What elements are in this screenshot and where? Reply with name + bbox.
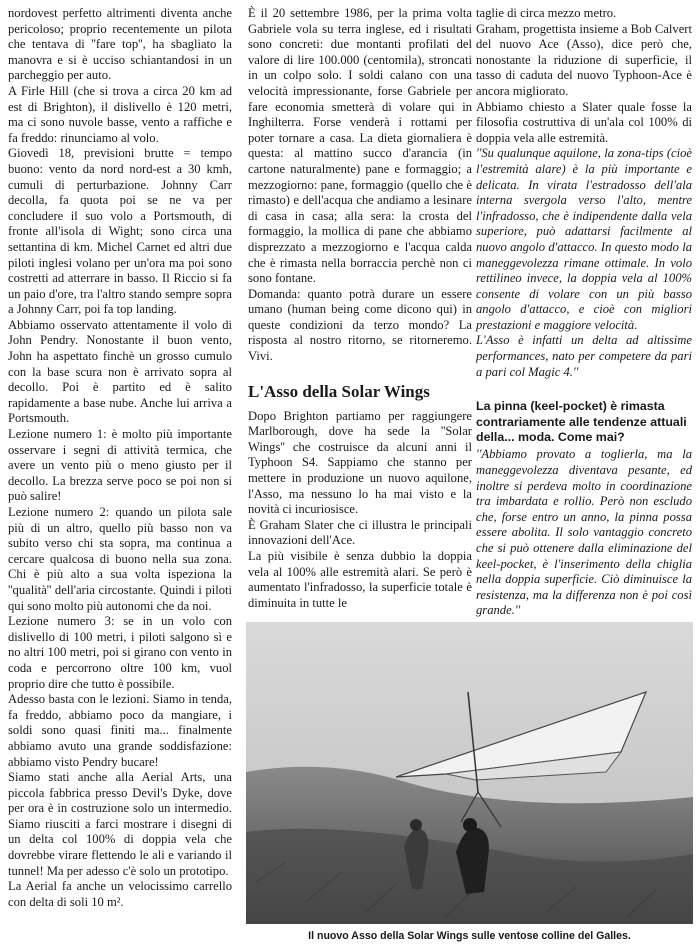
text-column-3 (476, 6, 692, 619)
interview-quote: L'Asso è infatti un delta ad altissime performances, nato per competere da pari a pari col Magic 4.'' (476, 333, 692, 379)
paragraph: La Aerial fa anche un velocissimo carrello con delta di soli 10 m². (8, 879, 232, 909)
interview-question: La pinna (keel-pocket) è rimasta contrariamente alle tendenze attuali della... moda. Come mai? (476, 399, 687, 445)
paragraph: È Graham Slater che ci illustra le principali innovazioni dell'Ace. (248, 517, 472, 548)
paragraph: Dopo Brighton partiamo per raggiungere Marlborough, dove ha sede la ''Solar Wings'' che costruisce da alcuni anni il Typhoon S4. Sappiamo che stanno per mettere in produzione un nuovo aquilone, l'Asso, ma nessuno lo ha mai visto e la novità ci incuriosisce. (248, 408, 472, 517)
paragraph: La più visibile è senza dubbio la doppia vela al 100% alle estremità alari. Se però è aumentato l'infradosso, la superficie totale è diminuita in tutte le (248, 549, 472, 610)
paragraph: Giovedì 18, previsioni brutte = tempo buono: vento da nord nord-est a 30 kmh, cumuli di perturbazione. Johnny Carr decolla, fa quota poi se ne va per concludere il suo volo a Portsmouth, di fronte all'isola di Wight; sono circa una settantina di km. Michel Carnet ed altri due piloti inglesi volano per un'ora ma poi sono costretti ad atterrare in basso. Il Riccio si fa un paio d'ore, tra l'altro stando sempre sopra a Johnny Carr, poi fa top landing. (8, 146, 232, 317)
paragraph: Lezione numero 2: quando un pilota sale più di un altro, quello più basso non va subito verso chi sta sopra, ma continua a cercare qualcosa di buono nella sua zona. Chi è più alto a sua volta ispeziona la ''qualità'' dell'aria circostante. Quindi i piloti qui sono molto più autonomi che da noi. (8, 505, 232, 613)
photo-caption: Il nuovo Asso della Solar Wings sulle ventose colline del Galles. (308, 930, 631, 942)
paragraph: taglie di circa mezzo metro. (476, 6, 617, 20)
text-column-2 (248, 6, 472, 611)
section-title: L'Asso della Solar Wings (248, 381, 430, 401)
paragraph: nordovest perfetto altrimenti diventa anche pericoloso; proprio recentemente un pilota che tentava di ''fare top'', ha sbagliato la manovra e si è ucciso schiantandosi in un parcheggio per auto. (8, 6, 232, 83)
text-column-1 (8, 6, 232, 910)
paragraph: Abbiamo osservato attentamente il volo di John Pendry. Nonostante il buon vento, John ha aspettato finchè un grosso cumulo con la base scura non è arrivato sopra al decollo. Poi è partito ed è salito rapidamente a base nube. Anche lui arriva a Portsmouth. (8, 317, 232, 426)
paragraph: Lezione numero 1: è molto più importante osservare i segni di attività termica, che avere un vento più o meno giusto per il decollo. La brezza serve poco se poi non si può salire! (8, 427, 232, 504)
paragraph: Adesso basta con le lezioni. Siamo in tenda, fa freddo, abbiamo poco da mangiare, i soldi sono quasi finiti ma... finalmente abbiamo avuto una grande soddisfazione: abbiamo visto Pendry bucare! (8, 692, 232, 769)
interview-answer: ''Abbiamo provato a toglierla, ma la maneggevolezza diventava pesante, ed inoltre si perdeva molto in coordinazione tra imbardata e rollio. Però non escludo che, forse entro un anno, la pinna possa essere abolita. Il solo vantaggio concreto che si può ottenere dalla eliminazione del keel-pocket, è l'inserimento della chiglia nella doppia superficie. Ciò diminuisce la resistenza, ma la differenza non è poi così grande.'' (476, 447, 692, 618)
paragraph: Lezione numero 3: se in un volo con dislivello di 100 metri, i piloti salgono sì e no altri 100 metri, poi si girano con vento in coda e percorrono oltre 100 km, vuol proprio dire che tutto è possibile. (8, 614, 232, 691)
paragraph: Domanda: quanto potrà durare un essere umano (human being come dicono qui) in queste condizioni da terzo mondo? La risposta al nostro ritorno, se ritorneremo. Vivi. (248, 286, 472, 364)
interview-quote: ''Su qualunque aquilone, la zona-tips (cioè l'estremità alare) è la più importante e delicata. In virata l'estradosso dell'ala interna svergola verso l'alto, mentre l'infradosso, che è indipendente dalla vela superiore, può adattarsi facilmente al nuovo angolo d'attacco. In questo modo la maneggevolezza rimane ottimale. In volo rettilineo invece, la doppia vela al 100% consente di volare con un più basso angolo d'attacco, e cioè con migliori prestazioni e maggiore velocità. (476, 146, 692, 332)
paragraph: Graham, progettista insieme a Bob Calvert del nuovo Ace (Asso), dice però che, nonostante la riduzione di superficie, il tasso di caduta del nuovo Typhoon-Ace è ancora migliorato. (476, 21, 692, 98)
paragraph: A Firle Hill (che si trova a circa 20 km ad est di Brighton), il dislivello è 120 metri, ma ci sono nuvole basse, vento a raffiche e fa freddo: rinunciamo al volo. (8, 83, 232, 145)
paragraph: Abbiamo chiesto a Slater quale fosse la filosofia costruttiva di un'ala col 100% di doppia vela alle estremità. (476, 99, 692, 145)
hang-glider-photo (246, 622, 693, 924)
paragraph: È il 20 settembre 1986, per la prima volta Gabriele vola su terra inglese, ed i risultati sono concreti: due montanti profilati del valore di lire 100.000 (centomila), stroncati in un colpo solo. I soldi calano con una velocità impressionante, forse Gabriele per fare economia smetterà di volare qui in Inghilterra. Forse venderà i rottami per poter tornare a casa. La dieta giornaliera è questa: al mattino succo d'arancia (in cartone naturalmente) pane e formaggio; a mezzogiorno: pane, formaggio (quello che è rimasto) e dell'acqua che andiamo a lesinare di casa in casa; alla sera: la crosta del formaggio, la mollica di pane che abbiamo disprezzato a mezzogiorno e l'acqua calda che è rimasta nella borraccia perchè non ci sono fontane. (248, 6, 472, 286)
paragraph: Siamo stati anche alla Aerial Arts, una piccola fabbrica presso Devil's Dyke, dove per ora è in costruzione solo un intermedio. Siamo riusciti a farci mostrare i disegni di un delta col 100% di doppia vela che dovrebbe virare flettendo le ali e variando il tunnel! Ma per adesso c'è solo un prototipo. (8, 770, 232, 878)
